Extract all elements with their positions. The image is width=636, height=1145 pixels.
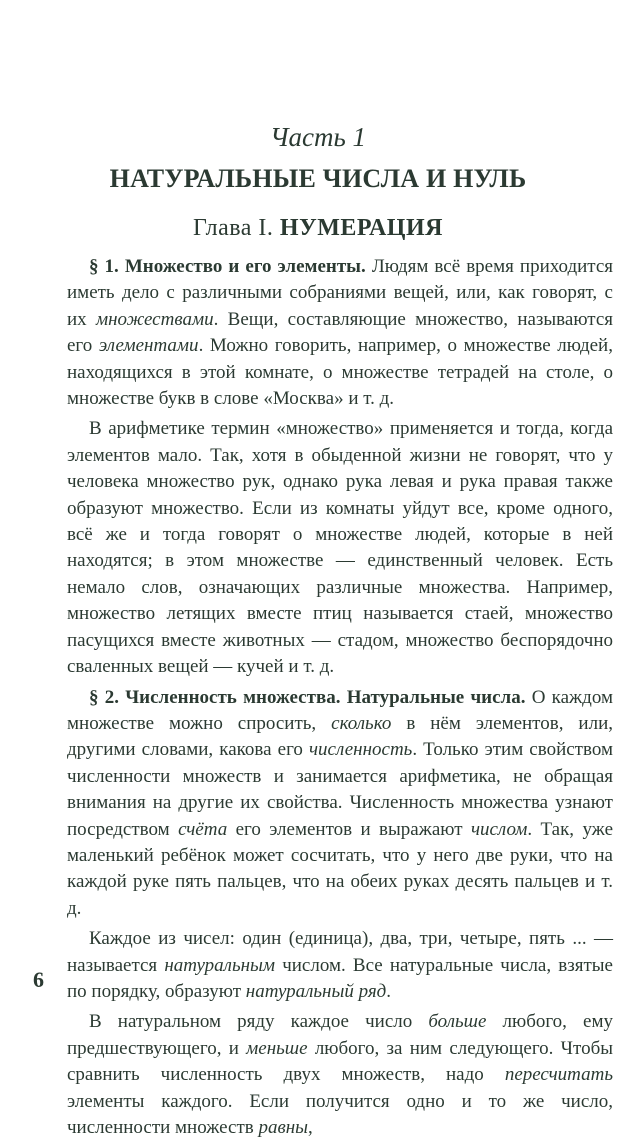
page-number: 6 xyxy=(33,967,44,992)
section-2-heading: § 2. Численность множества. Натуральные числа. xyxy=(89,686,526,708)
section-1-paragraph-2: В арифметике термин «множество» применяется и тогда, когда элементов мало. Так, хотя в обыденной жизни не говорят, что у человека множество рук, однако рука левая и рука правая также образуют множество. Если из комнаты уйдут все, кроме одного, всё же и тогда говорят о множестве людей, которые в ней находятся; в этом множестве — единственный человек. Есть немало слов, означающих различные множества. Например, множество летящих вместе птиц называется стаей, множество пасущихся вместе животных — стадом, множество беспорядочно сваленных вещей — кучей и т. д. xyxy=(67,418,613,678)
part-title: Часть 1 xyxy=(269,122,367,152)
section-2-paragraph-1: § 2. Численность множества. Натуральные числа. О каждом множестве можно спросить, сколько в нём элементов, или, другими словами, какова его численность. Только этим свойством численности множеств и занимается арифметика, не обращая внимания на другие их свойства. Численность множества узнают посредством счёта его элементов и выражают числом. Так, уже маленький ребёнок может сосчитать, что у него две руки, что на каждой руке пять пальцев, что на обеих руках десять пальцев и т. д. xyxy=(67,686,613,919)
section-2-paragraph-3: В натуральном ряду каждое число больше любого, ему предшествующего, и меньше любого, за ним следующего. Чтобы сравнить численность двух множеств, надо пересчитать элементы каждого. Если получится одно и то же число, численности множеств равны, xyxy=(67,1011,614,1138)
section-2-paragraph-2: Каждое из чисел: один (единица), два, три, четыре, пять ... — называется натуральным числом. Все натуральные числа, взятые по порядку, образуют натуральный ряд. xyxy=(67,928,613,1002)
chapter-title xyxy=(0,215,636,242)
section-1-paragraph-1: § 1. Множество и его элементы. Людям всё время приходится иметь дело с различными собраниями вещей, или, как говорят, с их множествами. Вещи, составляющие множество, называются его элементами. Можно говорить, например, о множестве людей, находящихся в этой комнате, о множестве тетрадей на столе, о множестве букв в слове «Москва» и т. д. xyxy=(67,256,614,410)
body-text xyxy=(67,254,613,1145)
part-subtitle: НАТУРАЛЬНЫЕ ЧИСЛА И НУЛЬ xyxy=(109,164,527,193)
chapter-prefix: Глава I. xyxy=(193,215,274,241)
chapter-name: НУМЕРАЦИЯ xyxy=(279,215,443,241)
section-1-heading: § 1. Множество и его элементы. xyxy=(89,256,366,277)
